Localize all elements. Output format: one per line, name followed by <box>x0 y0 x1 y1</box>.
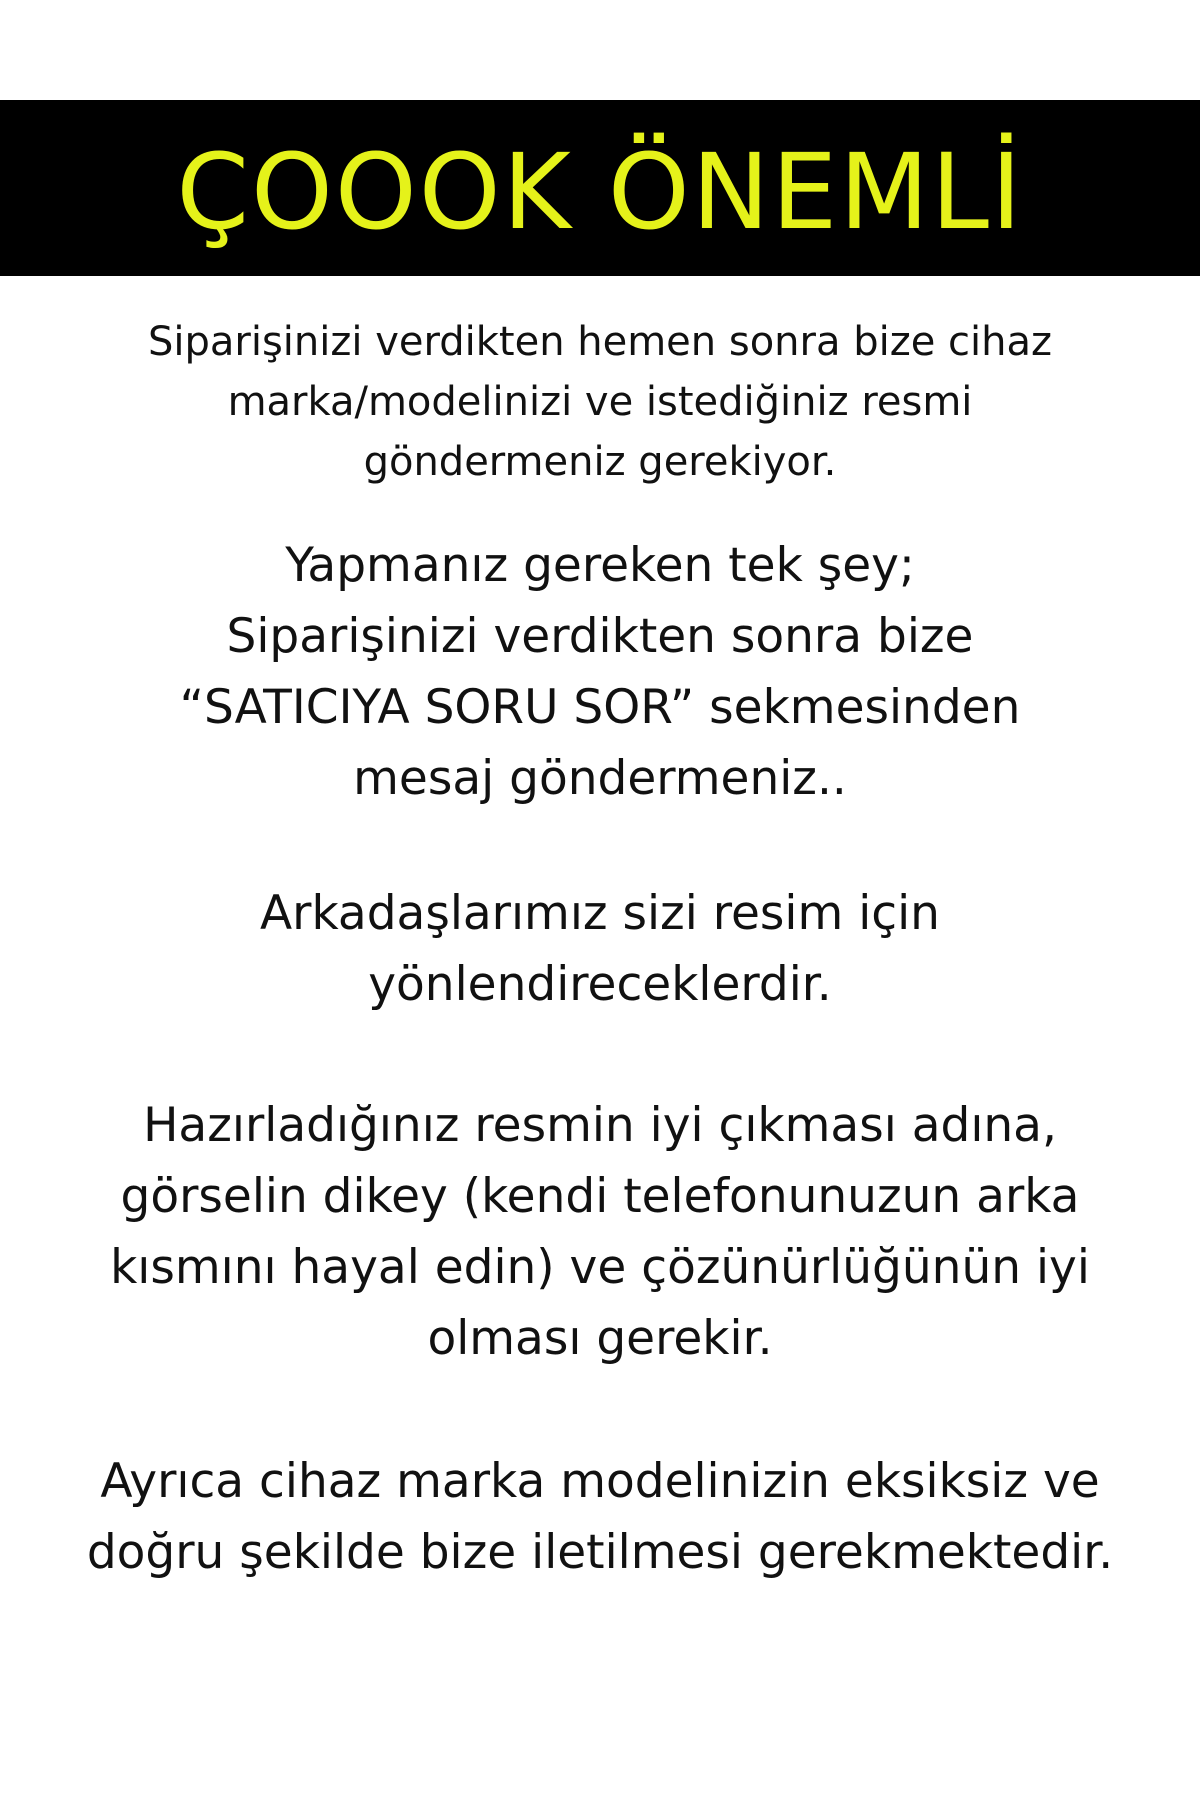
text-line: kısmını hayal edin) ve çözünürlüğünün iyi <box>110 1240 1090 1295</box>
text-line: mesaj göndermeniz.. <box>353 751 847 806</box>
device-info-paragraph <box>20 1446 1180 1588</box>
text-line: Arkadaşlarımız sizi resim için <box>260 886 940 941</box>
text-line: doğru şekilde bize iletilmesi gerekmektedir. <box>86 1525 1114 1580</box>
text-line: Siparişinizi verdikten sonra bize <box>226 609 974 664</box>
banner-title: ÇOOOK ÖNEMLİ <box>176 131 1024 253</box>
text-line: Hazırladığınız resmin iyi çıkması adına, <box>143 1098 1057 1153</box>
text-line: yönlendireceklerdir. <box>368 957 832 1012</box>
text-line: olması gerekir. <box>427 1311 773 1366</box>
important-banner <box>0 100 1200 276</box>
text-line: görselin dikey (kendi telefonunuzun arka <box>120 1169 1080 1224</box>
image-quality-paragraph <box>20 1090 1180 1374</box>
instruction-paragraph <box>20 530 1180 814</box>
text-line: marka/modelinizi ve istediğiniz resmi <box>227 379 973 425</box>
guidance-paragraph <box>20 878 1180 1020</box>
text-line: Siparişinizi verdikten hemen sonra bize cihaz <box>148 319 1052 365</box>
text-line: “SATICIYA SORU SOR” sekmesinden <box>179 680 1021 735</box>
text-line: Ayrıca cihaz marka modelinizin eksiksiz ve <box>100 1454 1100 1509</box>
text-line: göndermeniz gerekiyor. <box>363 439 837 485</box>
intro-paragraph <box>20 312 1180 492</box>
text-line: Yapmanız gereken tek şey; <box>285 538 915 593</box>
